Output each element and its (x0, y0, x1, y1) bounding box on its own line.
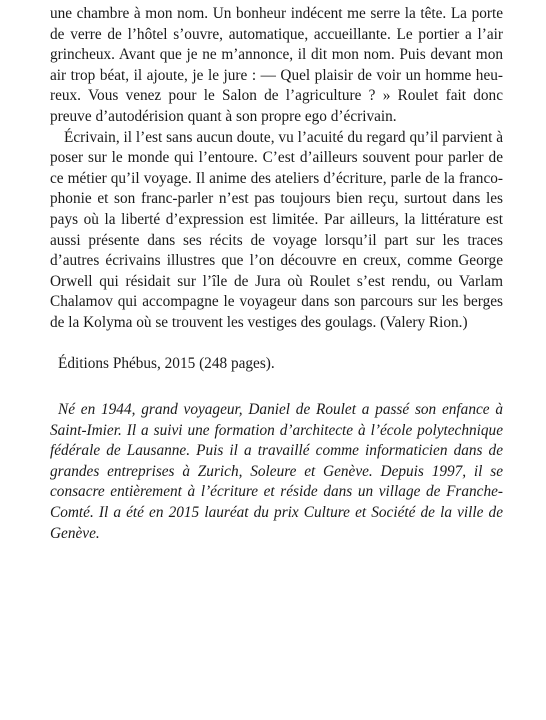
author-bio: Né en 1944, grand voyageur, Daniel de Roulet a passé son enfance à Saint-Imier. Il a suivi une formation d’architecte à l’école polytechnique fédérale de Lausanne. Puis il a travaillé comme informaticien dans de grandes entreprises à Zurich, Soleure et Genève. Depuis 1997, il se consacre entièrement à l’écriture et réside dans un village de Franche-Comté. Il a été en 2015 lauréat du prix Culture et Société de la ville de Genève. (50, 401, 503, 542)
body-paragraph-2: Écrivain, il l’est sans aucun doute, vu l’acuité du regard qu’il parvient à poser sur le monde qui l’entoure. C’est d’ailleurs souvent pour parler de ce métier qu’il voyage. Il anime des ateliers d’écriture, parle de la francophonie et son franc-parler n’est pas toujours bien reçu, surtout dans les pays où la liberté d’expression est limitée. Par ailleurs, la littérature est aussi présente dans ses récits de voyage lorsqu’il part sur les traces d’autres écrivains illustres que l’on découvre en creux, comme George Orwell qui résidait sur l’île de Jura où Roulet s’est rendu, ou Varlam Chalamov qui accompagne le voyageur dans son parcours sur les berges de la Kolyma où se trouvent les vestiges des goulags. (Valery Rion.) (50, 128, 503, 331)
publisher-line: Éditions Phébus, 2015 (248 pages). (58, 354, 275, 372)
article-page (50, 4, 503, 544)
body-paragraph-1: une chambre à mon nom. Un bonheur indécent me serre la tête. La porte de verre de l’hôtel s’ouvre, automatique, accueillante. Le portier a l’air grincheux. Avant que je ne m’annonce, il dit mon nom. Puis devant mon air trop béat, il ajoute, je le jure : — Quel plaisir de voir un homme heureux. Vous venez pour le Salon de l’agriculture ? » Roulet fait donc preuve d’autodérision quant à son propre ego d’écrivain. (50, 5, 503, 125)
